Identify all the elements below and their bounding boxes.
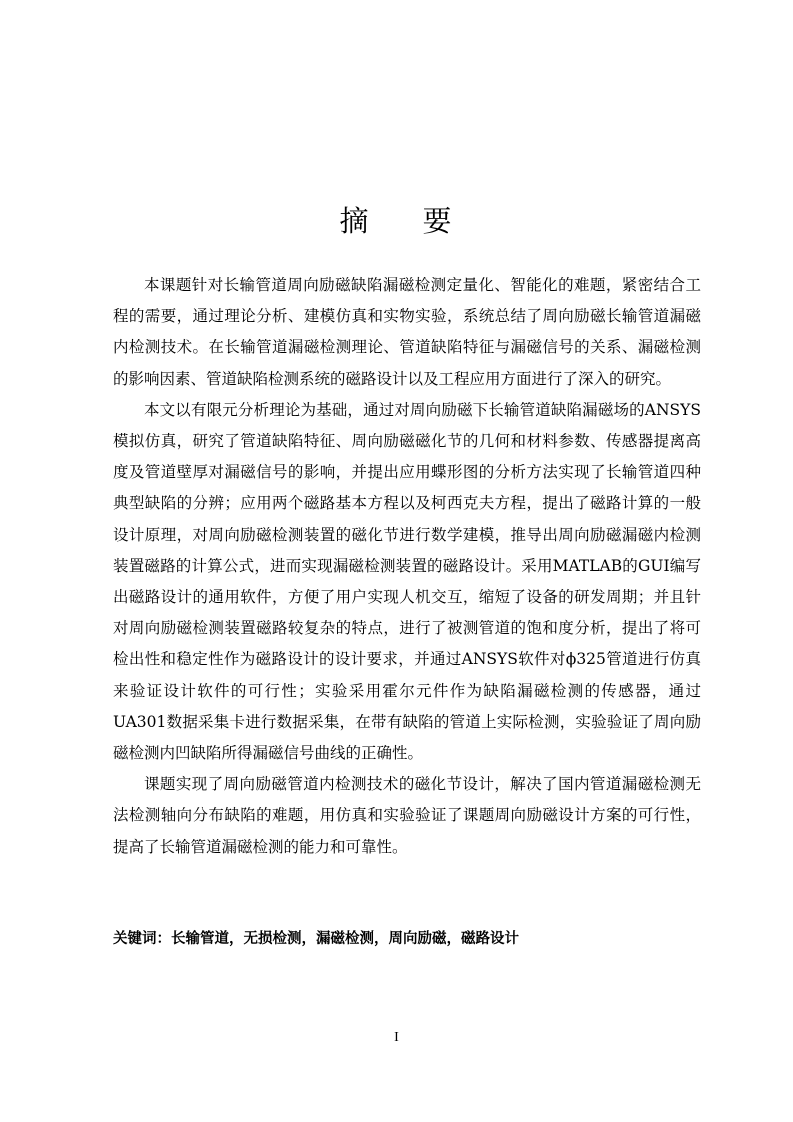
abstract-body — [113, 270, 701, 863]
page-number: I — [394, 1030, 399, 1045]
page-title — [0, 201, 793, 241]
title-char-2: 要 — [422, 204, 454, 238]
abstract-paragraph-1: 本课题针对长输管道周向励磁缺陷漏磁检测定量化、智能化的难题，紧密结合工程的需要，通过理论分析、建模仿真和实物实验，系统总结了周向励磁长输管道漏磁内检测技术。在长输管道漏磁检测理论、管道缺陷特征与漏磁信号的关系、漏磁检测的影响因素、管道缺陷检测系统的磁路设计以及工程应用方面进行了深入的研究。 — [113, 276, 701, 388]
keywords-line: 关键词：长输管道，无损检测，漏磁检测，周向励磁，磁路设计 — [113, 931, 519, 947]
abstract-paragraph-2: 本文以有限元分析理论为基础，通过对周向励磁下长输管道缺陷漏磁场的ANSYS模拟仿真，研究了管道缺陷特征、周向励磁磁化节的几何和材料参数、传感器提离高度及管道壁厚对漏磁信号的影响，并提出应用蝶形图的分析方法实现了长输管道四种典型缺陷的分辨；应用两个磁路基本方程以及柯西克夫方程，提出了磁路计算的一般设计原理，对周向励磁检测装置的磁化节进行数学建模，推导出周向励磁漏磁内检测装置磁路的计算公式，进而实现漏磁检测装置的磁路设计。采用MATLAB的GUI编写出磁路设计的通用软件，方便了用户实现人机交互，缩短了设备的研发周期；并且针对周向励磁检测装置磁路较复杂的特点，进行了被测管道的饱和度分析，提出了将可检出性和稳定性作为磁路设计的设计要求，并通过ANSYS软件对ϕ325管道进行仿真来验证设计软件的可行性；实验采用霍尔元件作为缺陷漏磁检测的传感器，通过UA301数据采集卡进行数据采集，在带有缺陷的管道上实际检测，实验验证了周向励磁检测内凹缺陷所得漏磁信号曲线的正确性。 — [113, 400, 701, 763]
abstract-paragraph-3: 课题实现了周向励磁管道内检测技术的磁化节设计，解决了国内管道漏磁检测无法检测轴向分布缺陷的难题，用仿真和实验验证了课题周向励磁设计方案的可行性，提高了长输管道漏磁检测的能力和可靠性。 — [113, 775, 701, 856]
title-char-1: 摘 — [339, 204, 371, 238]
